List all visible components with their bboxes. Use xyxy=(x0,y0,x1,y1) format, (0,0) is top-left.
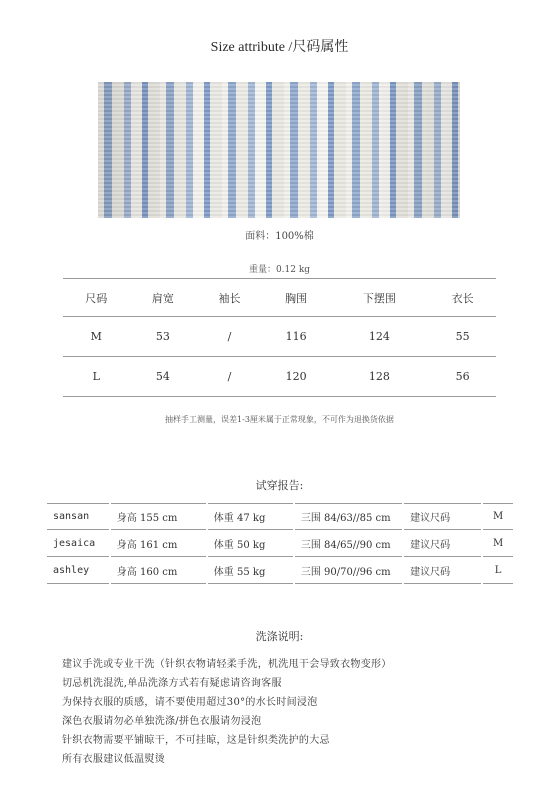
size-cell: 120 xyxy=(285,370,307,383)
trial-cell-name: jesaica xyxy=(47,530,109,557)
trial-cell-height: 身高 155 cm xyxy=(111,503,206,530)
list-item: 所有衣服建议低温熨烫 xyxy=(62,754,165,765)
wash-instructions-list xyxy=(62,655,542,769)
wash-instructions-title: 洗涤说明: xyxy=(255,630,304,643)
table-row xyxy=(63,357,496,397)
trial-cell-weight: 体重 55 kg xyxy=(208,557,293,584)
list-item: 深色衣服请勿必单独洗涤/拼色衣服请勿浸泡 xyxy=(62,716,262,727)
size-header-cell: 尺码 xyxy=(85,291,108,305)
size-header-cell: 肩宽 xyxy=(151,291,174,305)
size-cell: / xyxy=(227,330,232,343)
fabric-photo-shade xyxy=(98,82,460,218)
size-cell: 124 xyxy=(368,330,390,343)
size-cell: 55 xyxy=(455,330,470,343)
trial-cell-weight: 体重 47 kg xyxy=(208,503,293,530)
table-row xyxy=(47,530,513,557)
list-item: 切忌机洗混洗,单品洗涤方式若有疑虑请咨询客服 xyxy=(62,678,282,689)
trial-cell-measurements: 三围 84/63//85 cm xyxy=(295,503,402,530)
trial-cell-weight: 体重 50 kg xyxy=(208,530,293,557)
size-cell: 128 xyxy=(368,370,390,383)
size-cell: M xyxy=(90,330,102,343)
trial-cell-measurements: 三围 84/65//90 cm xyxy=(295,530,402,557)
table-row xyxy=(47,557,513,584)
size-cell: 53 xyxy=(155,330,170,343)
trial-cell-suggest-label: 建议尺码 xyxy=(404,503,481,530)
trial-cell-size: L xyxy=(483,557,513,584)
trial-cell-name: ashley xyxy=(47,557,109,584)
size-header-cell: 下摆围 xyxy=(362,291,396,305)
list-item: 为保持衣服的质感，请不要使用超过30°的水长时间浸泡 xyxy=(62,697,318,708)
trial-cell-size: M xyxy=(483,503,513,530)
trial-cell-height: 身高 160 cm xyxy=(111,557,206,584)
table-row xyxy=(63,317,496,357)
weight-label: 重量：0.12 kg xyxy=(248,265,311,275)
trial-report-title: 试穿报告: xyxy=(255,479,304,492)
trial-cell-name: sansan xyxy=(47,503,109,530)
size-header-cell: 袖长 xyxy=(218,291,241,305)
trial-cell-measurements: 三围 90/70//96 cm xyxy=(295,557,402,584)
size-table-header-row xyxy=(63,279,496,317)
size-header-cell: 衣长 xyxy=(451,291,474,305)
size-table xyxy=(63,278,496,397)
size-header-cell: 胸围 xyxy=(285,291,308,305)
trial-cell-suggest-label: 建议尺码 xyxy=(404,530,481,557)
size-cell: L xyxy=(92,370,100,383)
trial-cell-height: 身高 161 cm xyxy=(111,530,206,557)
fabric-photo xyxy=(98,82,460,218)
trial-report-table xyxy=(45,503,515,584)
size-cell: 116 xyxy=(285,330,307,343)
trial-cell-suggest-label: 建议尺码 xyxy=(404,557,481,584)
size-cell: 56 xyxy=(455,370,470,383)
size-cell: / xyxy=(227,370,232,383)
measurement-note: 抽样手工测量，误差1-3厘米属于正常现象，不可作为退换货依据 xyxy=(165,415,394,424)
list-item: 建议手洗或专业干洗（针织衣物请轻柔手洗，机洗甩干会导致衣物变形） xyxy=(62,659,392,670)
size-cell: 54 xyxy=(155,370,170,383)
table-row xyxy=(47,503,513,530)
page-title: Size attribute /尺码属性 xyxy=(210,40,349,55)
trial-cell-size: M xyxy=(483,530,513,557)
material-label: 面料：100%棉 xyxy=(245,231,314,242)
list-item: 针织衣物需要平铺晾干，不可挂晾，这是针织类洗护的大忌 xyxy=(62,735,330,746)
